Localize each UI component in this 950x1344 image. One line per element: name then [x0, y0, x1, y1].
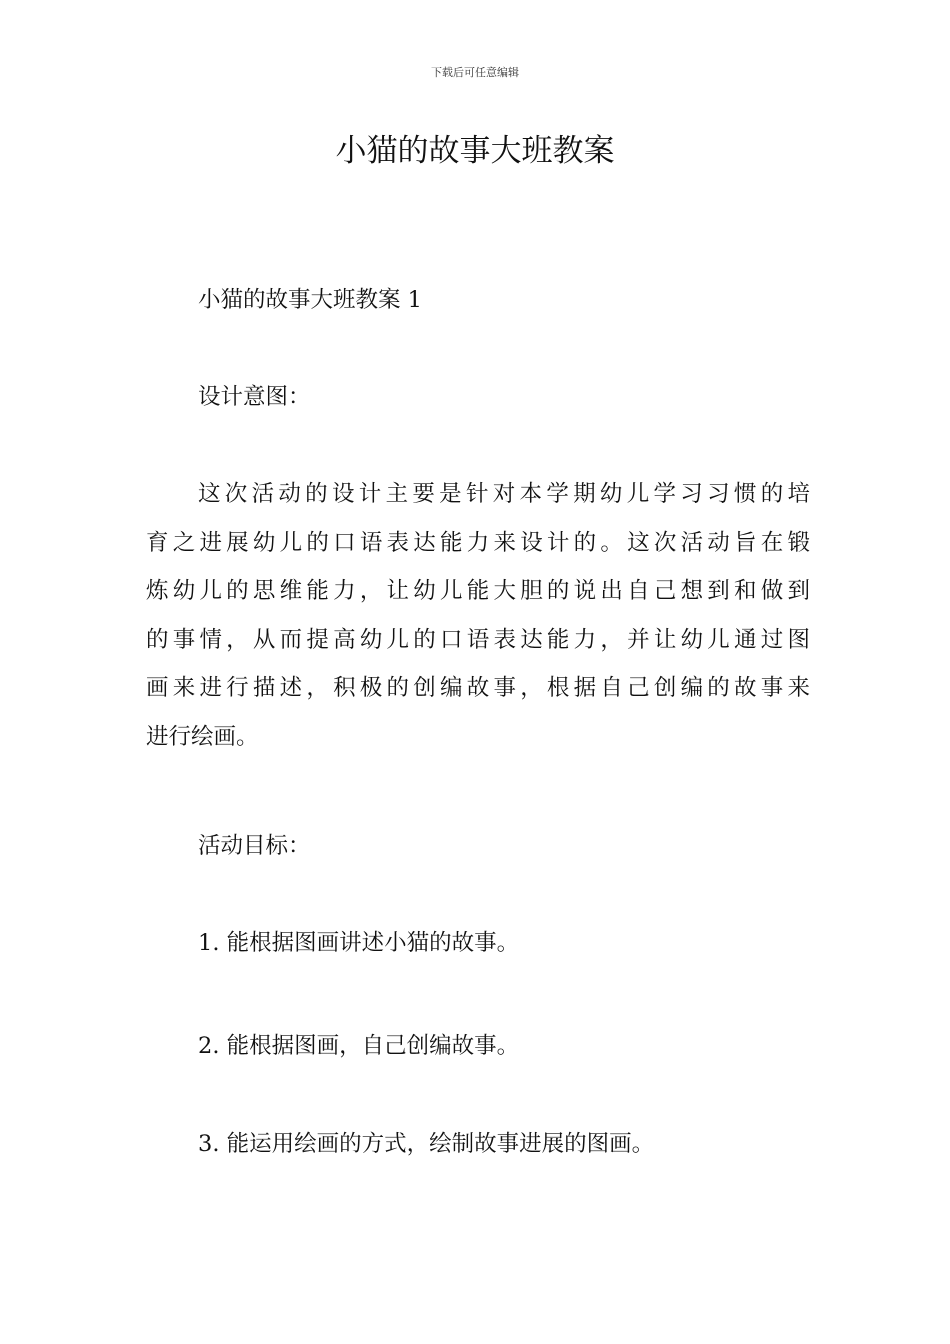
paragraph-line: 画来进行描述，积极的创编故事，根据自己创编的故事来	[146, 675, 810, 701]
document-title: 小猫的故事大班教案	[335, 133, 615, 169]
design-intent-paragraph	[146, 470, 810, 761]
paragraph-line: 进行绘画。	[146, 723, 259, 750]
header-note: 下载后可任意编辑	[431, 66, 519, 79]
paragraph-line: 的事情，从而提高幼儿的口语表达能力，并让幼儿通过图	[146, 626, 810, 653]
design-intent-label: 设计意图：	[198, 384, 311, 410]
goal-item-2: 2. 能根据图画，自己创编故事。	[198, 1033, 520, 1059]
section-heading: 小猫的故事大班教案 1	[198, 287, 422, 313]
goals-label: 活动目标：	[198, 833, 311, 859]
goal-item-1: 1. 能根据图画讲述小猫的故事。	[198, 930, 520, 956]
goal-item-3: 3. 能运用绘画的方式，绘制故事进展的图画。	[198, 1131, 655, 1157]
paragraph-line: 炼幼儿的思维能力，让幼儿能大胆的说出自己想到和做到	[146, 578, 810, 604]
paragraph-line: 育之进展幼儿的口语表达能力来设计的。这次活动旨在锻	[146, 529, 810, 556]
paragraph-line: 这次活动的设计主要是针对本学期幼儿学习习惯的培	[198, 481, 810, 507]
